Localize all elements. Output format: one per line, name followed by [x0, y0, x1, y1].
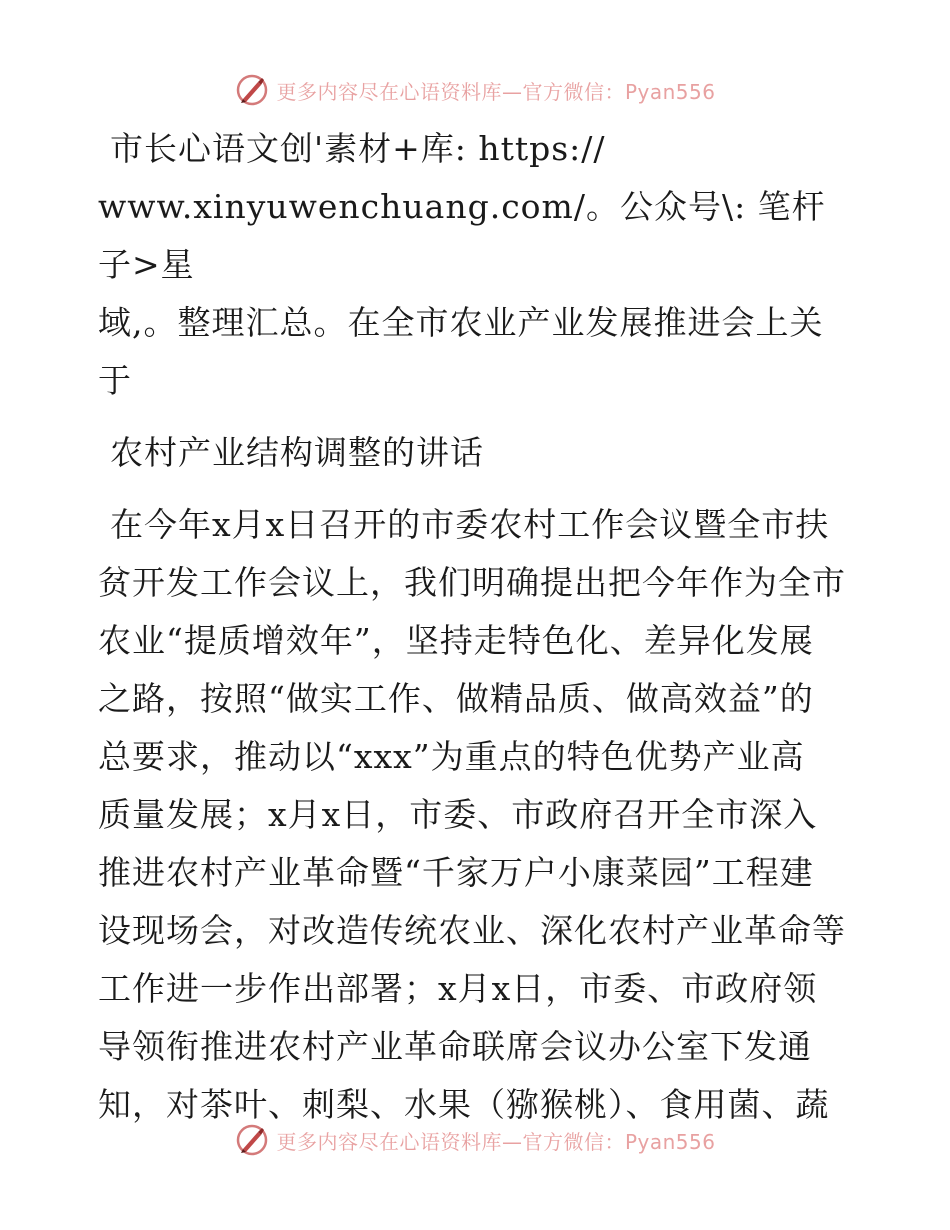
body-line: 贫开发工作会议上，我们明确提出把今年作为全市 — [98, 563, 846, 602]
body-line: 工作进一步作出部署；x月x日，市委、市政府领 — [98, 969, 818, 1008]
body-line: 在今年x月x日召开的市委农村工作会议暨全市扶 — [110, 505, 830, 544]
watermark-text: 更多内容尽在心语资料库—官方微信：Pyan556 — [276, 1129, 716, 1154]
pen-logo-icon — [234, 72, 270, 108]
intro-line: 于 — [98, 361, 132, 400]
intro-line: 市长心语文创'素材+库: https:// — [110, 129, 606, 168]
body-line: 质量发展；x月x日，市委、市政府召开全市深入 — [98, 795, 818, 834]
body-line: 推进农村产业革命暨“千家万户小康菜园”工程建 — [98, 853, 814, 892]
body-paragraph — [98, 496, 858, 1134]
body-line: 之路，按照“做实工作、做精品质、做高效益”的 — [98, 679, 814, 718]
intro-paragraph — [98, 120, 858, 410]
body-line: 设现场会，对改造传统农业、深化农村产业革命等 — [98, 911, 846, 950]
pen-logo-icon — [234, 1122, 270, 1158]
watermark-text: 更多内容尽在心语资料库—官方微信：Pyan556 — [276, 79, 716, 104]
document-title: 农村产业结构调整的讲话 — [110, 433, 484, 472]
body-line: 知，对茶叶、刺梨、水果（猕猴桃）、食用菌、蔬 — [98, 1085, 830, 1124]
intro-line: www.xinyuwenchuang.com/。公众号\: 笔杆子>星 — [98, 187, 826, 284]
body-line: 总要求，推动以“xxx”为重点的特色优势产业高 — [98, 737, 805, 776]
body-line: 导领衔推进农村产业革命联席会议办公室下发通 — [98, 1027, 812, 1066]
document-body — [98, 120, 858, 1134]
intro-line: 域,。整理汇总。在全市农业产业发展推进会上关 — [98, 303, 824, 342]
body-line: 农业“提质增效年”，坚持走特色化、差异化发展 — [98, 621, 814, 660]
header-watermark-banner — [0, 70, 950, 110]
footer-watermark-banner — [0, 1120, 950, 1160]
